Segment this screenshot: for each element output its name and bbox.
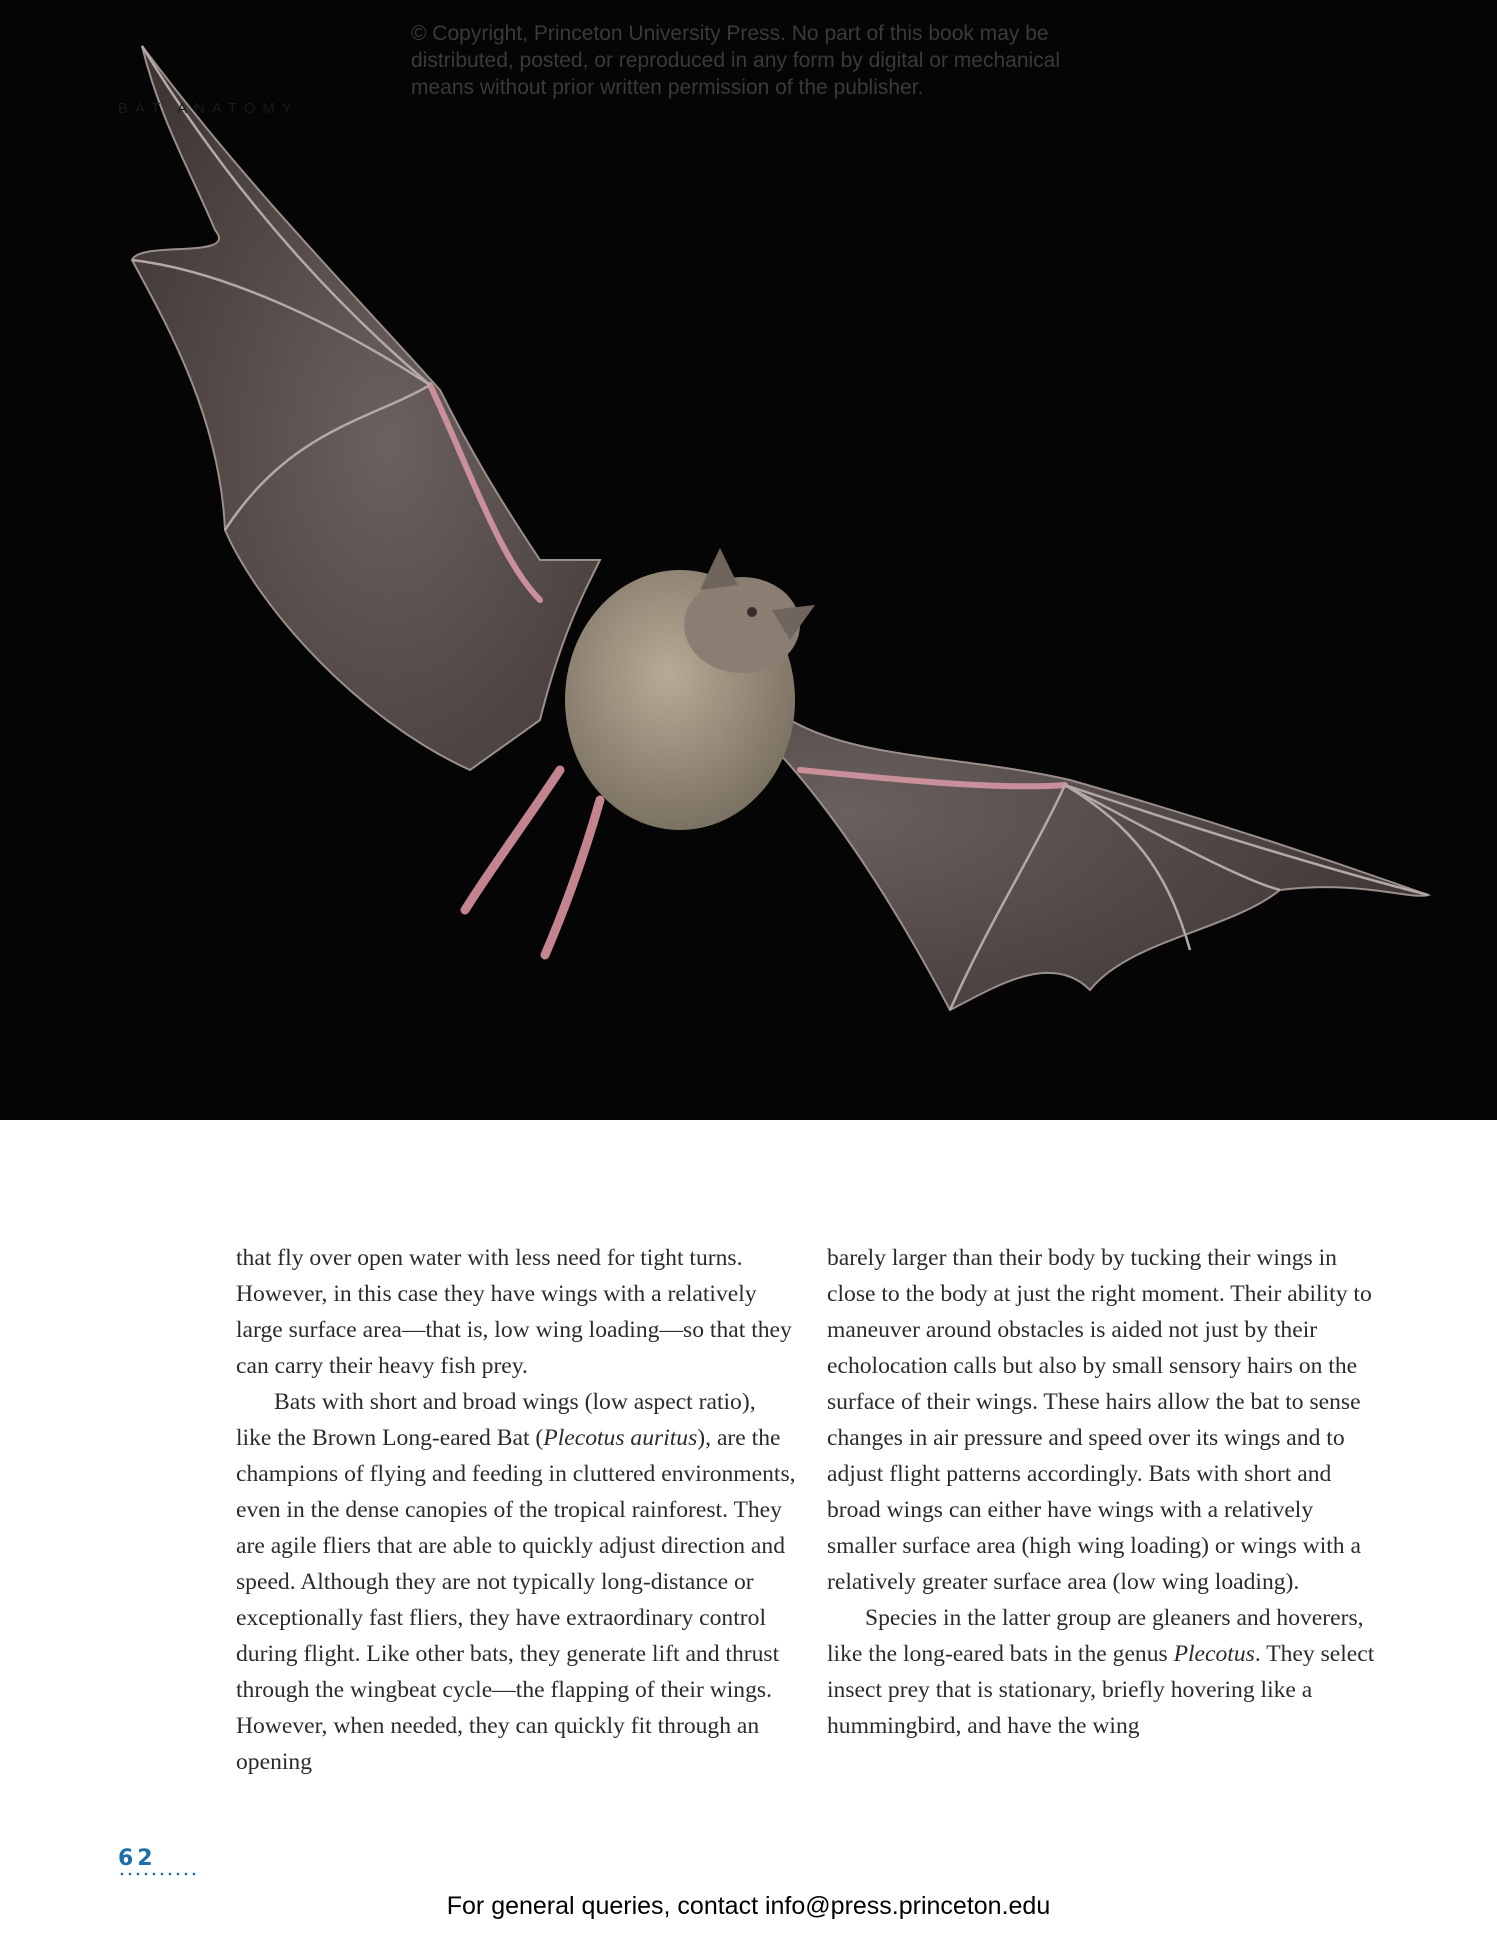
copyright-notice: © Copyright, Princeton University Press. No part of this book may be distributed, posted, or reproduced in any form by digital or mechanical means without prior written permission of the publisher.	[411, 22, 1061, 99]
paragraph	[827, 1600, 1387, 1744]
right-column	[827, 1240, 1387, 1744]
paragraph: that fly over open water with less need for tight turns. However, in this case they have wings with a relatively large surface area—that is, low wing loading—so that they can carry their heavy fish prey.	[236, 1245, 792, 1379]
genus-name: Plecotus	[1173, 1641, 1255, 1667]
species-name: Plecotus auritus	[543, 1425, 698, 1451]
left-wing	[132, 46, 600, 770]
page-number: 62	[118, 1846, 157, 1871]
page-number-underline	[118, 1872, 200, 1876]
paragraph-text: Species in the latter group are gleaners and hoverers, like the long-eared bats in the genus	[827, 1605, 1364, 1667]
paragraph-text: Bats with short and broad wings (low aspect ratio), like the Brown Long-eared Bat (	[236, 1389, 756, 1451]
paragraph-text: . They select insect prey that is stationary, briefly hovering like a hummingbird, and have the wing	[827, 1641, 1375, 1739]
paragraph: barely larger than their body by tucking their wings in close to the body at just the right moment. Their ability to maneuver around obstacles is aided not just by their echolocation calls but also by small sensory hairs on the surface of their wings. These hairs allow the bat to sense changes in air pressure and speed over its wings and to adjust flight patterns accordingly. Bats with short and broad wings can either have wings with a relatively smaller surface area (high wing loading) or wings with a relatively greater surface area (low wing loading).	[827, 1245, 1372, 1595]
right-wing	[700, 680, 1428, 1010]
section-label: BAT ANATOMY	[118, 100, 299, 117]
footer-contact: For general queries, contact info@press.princeton.edu	[446, 1892, 1051, 1920]
left-column	[236, 1240, 796, 1780]
body-text	[236, 1240, 1376, 1780]
paragraph-text: ), are the champions of flying and feeding in cluttered environments, even in the dense canopies of the tropical rainforest. They are agile fliers that are able to quickly adjust direction and speed. Although they are not typically long-distance or exceptionally fast fliers, they have extraordinary control during flight. Like other bats, they generate lift and thrust through the wingbeat cycle—the flapping of their wings. However, when needed, they can quickly fit through an opening	[236, 1425, 796, 1775]
paragraph	[236, 1384, 796, 1780]
